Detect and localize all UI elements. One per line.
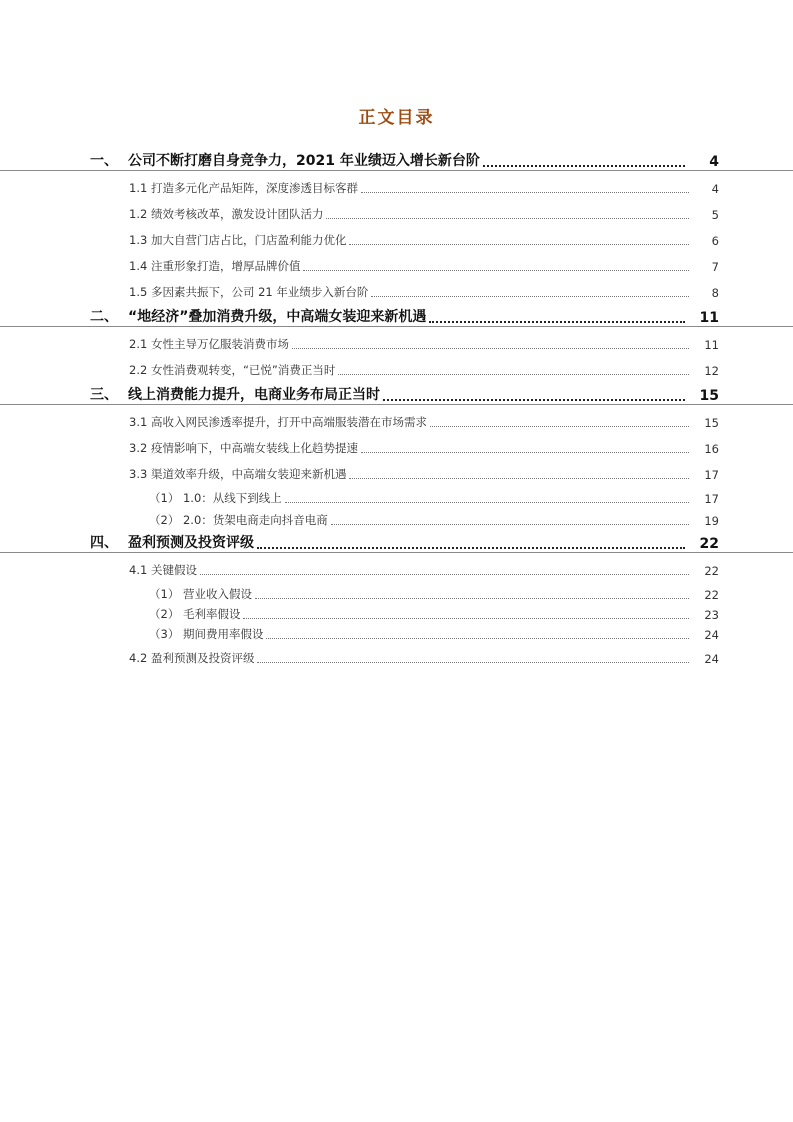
section-title: 3.3 渠道效率升级，中高端女装迎来新机遇 [129, 467, 347, 481]
toc-section-1-3[interactable] [0, 228, 793, 248]
page-number: 16 [704, 442, 719, 456]
chapter-title: 公司不断打磨自身竞争力，2021 年业绩迈入增长新台阶 [128, 153, 480, 169]
page-number: 17 [704, 492, 719, 506]
dot-leader [349, 244, 689, 245]
subsection-title: （2） 毛利率假设 [149, 607, 241, 621]
subsection-title: （1） 营业收入假设 [149, 587, 252, 601]
dot-leader [257, 662, 689, 663]
dot-leader [338, 374, 689, 375]
dot-leader [383, 399, 685, 401]
dot-leader [361, 452, 689, 453]
page-number: 17 [704, 468, 719, 482]
chapter-title: 线上消费能力提升，电商业务布局正当时 [128, 387, 380, 403]
page-number: 5 [711, 208, 719, 222]
section-title: 4.1 关键假设 [129, 563, 197, 577]
page-number: 23 [704, 608, 719, 622]
page-number: 22 [704, 564, 719, 578]
page-number: 19 [704, 514, 719, 528]
toc-section-3-3[interactable] [0, 462, 793, 482]
section-title: 1.2 绩效考核改革，激发设计团队活力 [129, 207, 324, 221]
subsection-title: （3） 期间费用率假设 [149, 627, 264, 641]
toc-section-3-2[interactable] [0, 436, 793, 456]
section-title: 2.1 女性主导万亿服装消费市场 [129, 337, 289, 351]
page-number: 12 [704, 364, 719, 378]
toc-subsection-4-1-1[interactable] [0, 582, 793, 602]
toc-chapter-2[interactable] [0, 306, 793, 327]
dot-leader [243, 618, 689, 619]
section-title: 4.2 盈利预测及投资评级 [129, 651, 255, 665]
toc-chapter-1[interactable] [0, 150, 793, 171]
page-number: 24 [704, 628, 719, 642]
dot-leader [361, 192, 689, 193]
dot-leader [429, 321, 685, 323]
page-number: 11 [699, 310, 719, 326]
page-number: 6 [711, 234, 719, 248]
page-number: 7 [711, 260, 719, 274]
section-title: 2.2 女性消费观转变，“已悦”消费正当时 [129, 363, 336, 377]
toc-section-3-1[interactable] [0, 410, 793, 430]
toc-chapter-3[interactable] [0, 384, 793, 405]
page-number: 4 [711, 182, 719, 196]
toc-subsection-4-1-2[interactable] [0, 602, 793, 622]
page-number: 24 [704, 652, 719, 666]
section-title: 3.1 高收入网民渗透率提升，打开中高端服装潜在市场需求 [129, 415, 427, 429]
toc-section-4-1[interactable] [0, 558, 793, 578]
page-title: 正文目录 [358, 108, 435, 128]
toc-section-2-2[interactable] [0, 358, 793, 378]
toc-chapter-4[interactable] [0, 532, 793, 553]
toc-section-1-5[interactable] [0, 280, 793, 300]
page-number: 8 [711, 286, 719, 300]
section-title: 1.1 打造多元化产品矩阵，深度渗透目标客群 [129, 181, 358, 195]
subsection-title: （1） 1.0：从线下到线上 [149, 491, 282, 505]
page-number: 11 [704, 338, 719, 352]
chapter-number: 四、 [90, 535, 118, 551]
dot-leader [255, 598, 689, 599]
page-number: 4 [709, 154, 719, 170]
dot-leader [430, 426, 689, 427]
chapter-number: 三、 [90, 387, 118, 403]
page-number: 22 [699, 536, 719, 552]
chapter-number: 二、 [90, 309, 118, 325]
section-title: 1.5 多因素共振下，公司 21 年业绩步入新台阶 [129, 285, 369, 299]
toc-section-1-4[interactable] [0, 254, 793, 274]
dot-leader [349, 478, 689, 479]
page-number: 15 [699, 388, 719, 404]
dot-leader [200, 574, 689, 575]
dot-leader [292, 348, 689, 349]
chapter-title: “地经济”叠加消费升级，中高端女装迎来新机遇 [128, 309, 427, 325]
page-number: 22 [704, 588, 719, 602]
dot-leader [285, 502, 689, 503]
page-number: 15 [704, 416, 719, 430]
chapter-number: 一、 [90, 153, 118, 169]
toc-section-2-1[interactable] [0, 332, 793, 352]
section-title: 1.4 注重形象打造，增厚品牌价值 [129, 259, 301, 273]
subsection-title: （2） 2.0：货架电商走向抖音电商 [149, 513, 328, 527]
dot-leader [326, 218, 689, 219]
section-title: 1.3 加大自营门店占比，门店盈利能力优化 [129, 233, 347, 247]
dot-leader [483, 165, 685, 167]
toc-section-1-1[interactable] [0, 176, 793, 196]
toc-section-1-2[interactable] [0, 202, 793, 222]
dot-leader [303, 270, 689, 271]
dot-leader [371, 296, 689, 297]
dot-leader [257, 547, 685, 549]
dot-leader [266, 638, 689, 639]
toc-subsection-3-3-2[interactable] [0, 508, 793, 528]
toc-subsection-4-1-3[interactable] [0, 622, 793, 642]
toc-subsection-3-3-1[interactable] [0, 486, 793, 506]
dot-leader [331, 524, 689, 525]
toc-section-4-2[interactable] [0, 646, 793, 666]
chapter-title: 盈利预测及投资评级 [128, 535, 254, 551]
section-title: 3.2 疫情影响下，中高端女装线上化趋势提速 [129, 441, 358, 455]
